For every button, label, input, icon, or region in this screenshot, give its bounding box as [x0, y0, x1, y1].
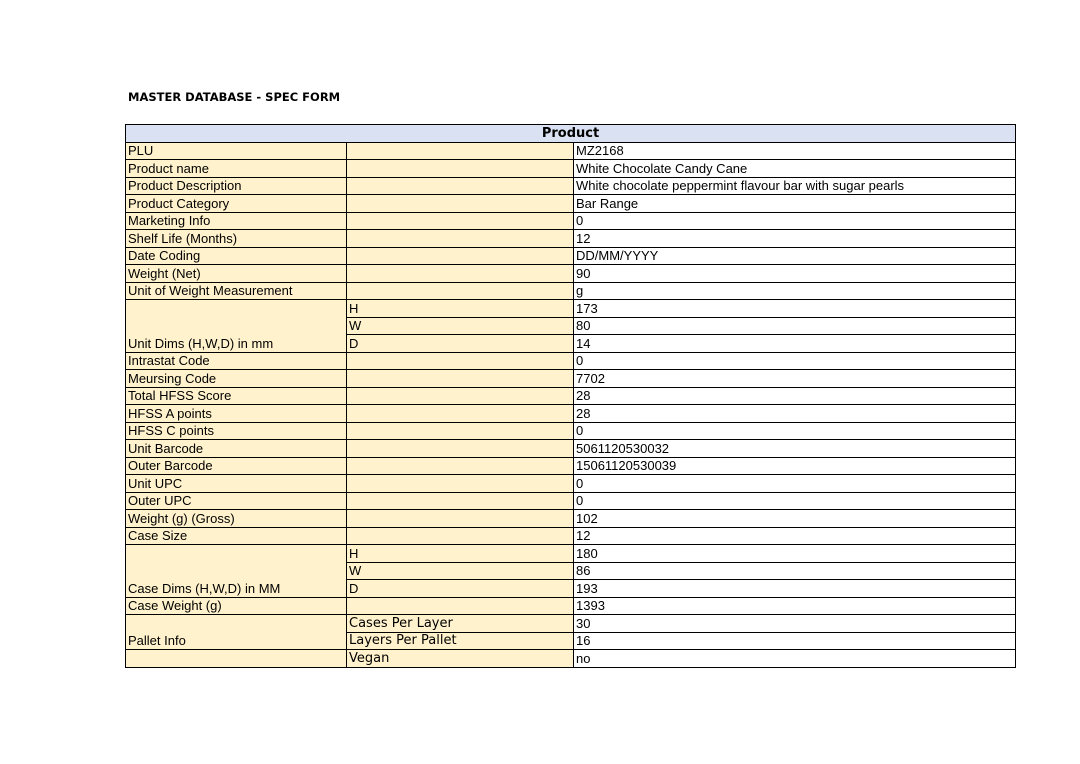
- vegan-value[interactable]: no: [574, 650, 1016, 668]
- layers-per-pallet-value[interactable]: 16: [574, 632, 1016, 650]
- row-label: Total HFSS Score: [126, 387, 347, 405]
- table-row: [126, 370, 1016, 388]
- row-label: HFSS C points: [126, 422, 347, 440]
- table-row: [126, 475, 1016, 493]
- table-row: [126, 650, 1016, 668]
- row-label-empty: [126, 650, 347, 668]
- table-row: [126, 247, 1016, 265]
- table-row: [126, 195, 1016, 213]
- row-label: Weight (g) (Gross): [126, 510, 347, 528]
- row-spacer: [347, 370, 574, 388]
- row-value[interactable]: Bar Range: [574, 195, 1016, 213]
- row-value[interactable]: 90: [574, 265, 1016, 283]
- dim-d-value[interactable]: 14: [574, 335, 1016, 353]
- cases-per-layer-label: Cases Per Layer: [347, 615, 574, 633]
- row-spacer: [347, 247, 574, 265]
- row-label: Product name: [126, 160, 347, 178]
- row-label: Product Description: [126, 177, 347, 195]
- table-row: [126, 510, 1016, 528]
- row-value[interactable]: 7702: [574, 370, 1016, 388]
- dim-h-value[interactable]: 173: [574, 300, 1016, 318]
- dim-d-label: D: [347, 335, 574, 353]
- dim-h-label: H: [347, 300, 574, 318]
- row-value[interactable]: 12: [574, 527, 1016, 545]
- section-header: Product: [126, 125, 1016, 143]
- row-value[interactable]: 28: [574, 405, 1016, 423]
- table-row: [126, 492, 1016, 510]
- table-row: [126, 230, 1016, 248]
- row-spacer: [347, 492, 574, 510]
- row-spacer: [347, 352, 574, 370]
- row-spacer: [347, 212, 574, 230]
- row-spacer: [347, 510, 574, 528]
- row-spacer: [347, 265, 574, 283]
- spec-table: [125, 124, 1016, 668]
- dim-w-value[interactable]: 80: [574, 317, 1016, 335]
- row-value[interactable]: 28: [574, 387, 1016, 405]
- table-row: [126, 440, 1016, 458]
- row-spacer: [347, 230, 574, 248]
- row-value[interactable]: 12: [574, 230, 1016, 248]
- row-spacer: [347, 160, 574, 178]
- row-label: Intrastat Code: [126, 352, 347, 370]
- row-label: Unit of Weight Measurement: [126, 282, 347, 300]
- table-row: [126, 457, 1016, 475]
- row-spacer: [347, 440, 574, 458]
- row-label: Shelf Life (Months): [126, 230, 347, 248]
- row-spacer: [347, 457, 574, 475]
- cases-per-layer-value[interactable]: 30: [574, 615, 1016, 633]
- row-spacer: [347, 387, 574, 405]
- row-value[interactable]: 0: [574, 492, 1016, 510]
- table-row: [126, 352, 1016, 370]
- case-dim-d-value[interactable]: 193: [574, 580, 1016, 598]
- table-row: [126, 527, 1016, 545]
- row-value[interactable]: g: [574, 282, 1016, 300]
- row-label: Pallet Info: [126, 615, 347, 650]
- row-label: Case Dims (H,W,D) in MM: [126, 545, 347, 598]
- table-row: [126, 387, 1016, 405]
- row-spacer: [347, 142, 574, 160]
- case-dim-d-label: D: [347, 580, 574, 598]
- dim-w-label: W: [347, 317, 574, 335]
- row-label: Product Category: [126, 195, 347, 213]
- row-label: Date Coding: [126, 247, 347, 265]
- case-dim-h-value[interactable]: 180: [574, 545, 1016, 563]
- table-row: [126, 177, 1016, 195]
- row-spacer: [347, 177, 574, 195]
- table-row: [126, 422, 1016, 440]
- row-value[interactable]: 15061120530039: [574, 457, 1016, 475]
- row-spacer: [347, 195, 574, 213]
- row-label: Outer Barcode: [126, 457, 347, 475]
- row-spacer: [347, 282, 574, 300]
- table-row: [126, 545, 1016, 563]
- row-spacer: [347, 405, 574, 423]
- row-value[interactable]: 0: [574, 212, 1016, 230]
- case-dim-w-value[interactable]: 86: [574, 562, 1016, 580]
- row-label: Case Weight (g): [126, 597, 347, 615]
- case-dim-h-label: H: [347, 545, 574, 563]
- table-row: [126, 160, 1016, 178]
- table-row: [126, 405, 1016, 423]
- row-label: Marketing Info: [126, 212, 347, 230]
- table-row: [126, 282, 1016, 300]
- row-spacer: [347, 475, 574, 493]
- row-value[interactable]: MZ2168: [574, 142, 1016, 160]
- row-value[interactable]: 0: [574, 352, 1016, 370]
- row-label: Weight (Net): [126, 265, 347, 283]
- case-dim-w-label: W: [347, 562, 574, 580]
- row-label: Unit Dims (H,W,D) in mm: [126, 300, 347, 353]
- row-value[interactable]: 5061120530032: [574, 440, 1016, 458]
- row-label: HFSS A points: [126, 405, 347, 423]
- row-label: Meursing Code: [126, 370, 347, 388]
- row-label: Outer UPC: [126, 492, 347, 510]
- row-value[interactable]: White chocolate peppermint flavour bar with sugar pearls: [574, 177, 1016, 195]
- table-row: [126, 597, 1016, 615]
- row-value[interactable]: DD/MM/YYYY: [574, 247, 1016, 265]
- row-spacer: [347, 597, 574, 615]
- table-header-row: [126, 125, 1016, 143]
- layers-per-pallet-label: Layers Per Pallet: [347, 632, 574, 650]
- table-row: [126, 142, 1016, 160]
- row-value[interactable]: 0: [574, 475, 1016, 493]
- row-label: Unit Barcode: [126, 440, 347, 458]
- table-row: [126, 265, 1016, 283]
- row-value[interactable]: 102: [574, 510, 1016, 528]
- vegan-label: Vegan: [347, 650, 574, 668]
- row-label: Case Size: [126, 527, 347, 545]
- table-row: [126, 300, 1016, 318]
- row-value[interactable]: 0: [574, 422, 1016, 440]
- row-spacer: [347, 422, 574, 440]
- document-title: MASTER DATABASE - SPEC FORM: [128, 90, 341, 104]
- row-spacer: [347, 527, 574, 545]
- row-label: Unit UPC: [126, 475, 347, 493]
- table-row: [126, 615, 1016, 633]
- row-value[interactable]: 1393: [574, 597, 1016, 615]
- table-row: [126, 212, 1016, 230]
- row-value[interactable]: White Chocolate Candy Cane: [574, 160, 1016, 178]
- row-label: PLU: [126, 142, 347, 160]
